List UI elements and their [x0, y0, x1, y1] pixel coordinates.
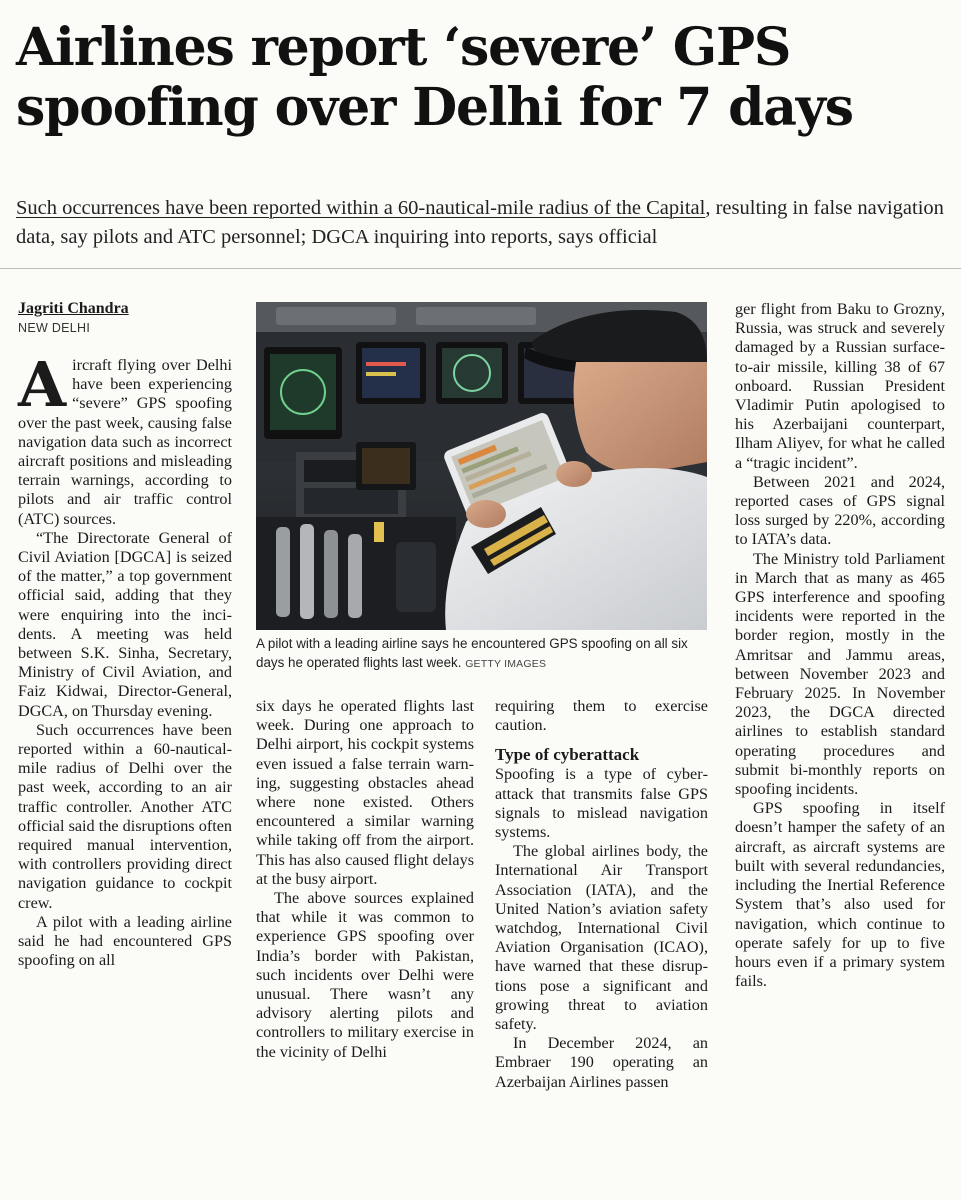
paragraph: “The Directorate General of Civil Aviation [DGCA] is seized of the matter,” a top government official said, adding that they were enquiring into the incidents. A meeting was held between S.K. Sinha, Secretary, Ministry of Civil Aviation, and Faiz Kidwai, Director-General, DGCA, on Thursday evening.	[18, 528, 232, 720]
paragraph: The Ministry told Parliament in March that as many as 465 GPS interference and spoofing incidents were reported in the border region, mostly in the Amritsar and Jammu areas, between November 2023 and February 2025. In November 2023, the DGCA directed airlines to establish standard operating procedures and submit bi-monthly reports on spoofing incidents.	[735, 549, 945, 799]
headline	[16, 18, 951, 138]
headline-line-1: Airlines report ‘severe’ GPS	[16, 17, 791, 78]
column-1	[18, 348, 232, 971]
headline-line-2: spoofing over Delhi for 7 days	[16, 77, 853, 138]
subheading: Type of cyberattack	[495, 745, 640, 765]
column-4	[735, 300, 945, 991]
drop-cap: A	[18, 348, 67, 421]
photo-illustration	[256, 302, 707, 630]
photo-credit: GETTY IMAGES	[465, 658, 547, 670]
paragraph: In December 2024, an Embraer 190 operating an Azerbaijan Airlines passen	[495, 1034, 708, 1091]
paragraph: ger flight from Baku to Grozny, Russia, was struck and severely damaged by a Russian surface-to-air missile, killing 38 of 67 onboard. Russian President Vladimir Putin apologised to his Azerbaijani counterpart, Ilham Aliyev, for what he called a “tragic incident”.	[735, 300, 945, 472]
column-2	[256, 697, 474, 1062]
deck-rest-text: , resulting in false navigation data, say pilots and ATC personnel; DGCA inquiring into reports, says official	[16, 197, 944, 248]
paragraph: GPS spoofing in itself doesn’t hamper the safety of an aircraft, as aircraft systems are built with several redundancies, including the Inertial Reference System that’s also used for navigation, which continue to operate safely for up to five hours even if a primary system fails.	[735, 799, 945, 991]
caption-text: A pilot with a leading airline says he encountered GPS spoofing on all six days he operated flights last week.	[256, 636, 688, 670]
paragraph: The above sources explained that while it was common to experience GPS spoofing over India’s border with Pakistan, such incidents over Delhi were unusual. There wasn’t any advisory alerting pilots and controllers to military exercise in the vicinity of Delhi	[256, 889, 474, 1061]
lead-paragraph: Aircraft flying over Delhi have been experiencing “severe” GPS spoofing over the past week, causing false navigation data such as incorrect aircraft positions and misleading terrain warnings, according to pilots and air traffic control (ATC) sources.	[18, 348, 232, 528]
paragraph: Spoofing is a type of cyberattack that transmits false GPS signals to mislead navigation systems.	[495, 765, 708, 842]
deck-underlined-text: Such occurrences have been reported within a 60-nautical-mile radius of the Capital	[16, 197, 706, 219]
divider	[0, 268, 961, 269]
byline: Jagriti Chandra	[18, 300, 129, 317]
paragraph: Such occurrences have been reported within a 60-nautical-mile radius of Delhi over the past week, according to an air traffic controller. Another ATC official said the disruptions often required manual intervention, with controllers providing direct navigation guidance to cockpit crew.	[18, 720, 232, 912]
deck-subheadline	[16, 194, 946, 252]
cockpit-pilot-photo	[256, 302, 707, 630]
paragraph: Between 2021 and 2024, reported cases of GPS signal loss surged by 220%, according to IATA’s data.	[735, 472, 945, 549]
paragraph: The global airlines body, the International Air Transport Association (IATA), and the United Nation’s aviation safety watchdog, International Civil Aviation Organisation (ICAO), have warned that these disruptions pose a significant and growing threat to aviation safety.	[495, 842, 708, 1034]
photo-caption	[256, 634, 716, 674]
paragraph: six days he operated flights last week. During one approach to Delhi airport, his cockpit systems even issued a false terrain warning, suggesting obstacles ahead where none existed. Others encountered a similar warning while taking off from the airport. This has also caused flight delays at the busy airport.	[256, 697, 474, 888]
paragraph: A pilot with a leading airline said he had encountered GPS spoofing on all	[18, 912, 232, 970]
column-3	[495, 697, 708, 1092]
paragraph: requiring them to exercise caution.	[495, 697, 708, 735]
dateline: NEW DELHI	[18, 321, 91, 335]
